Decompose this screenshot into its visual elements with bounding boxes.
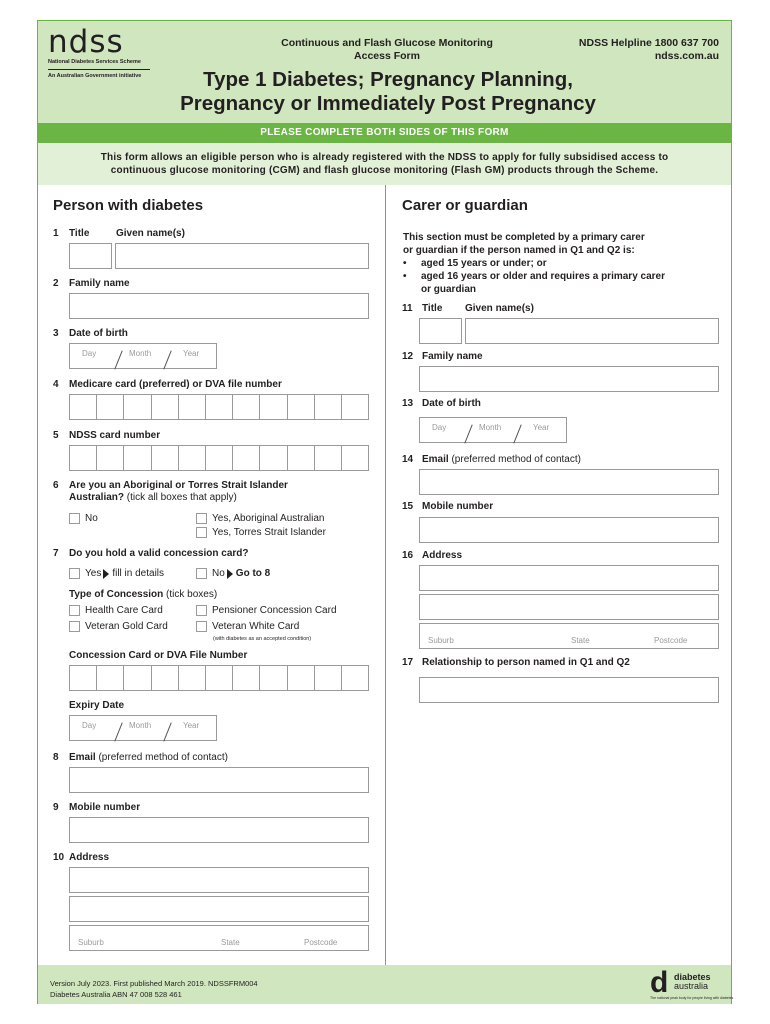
q12-family-name-input[interactable]	[419, 366, 719, 392]
diabetes-australia-logo	[650, 966, 734, 1003]
q6-no-checkbox[interactable]	[69, 513, 98, 524]
footer-line2: Diabetes Australia ABN 47 008 528 461	[50, 990, 182, 999]
postcode-placeholder: Postcode	[654, 636, 688, 645]
q9-number: 9	[53, 802, 59, 813]
suburb-placeholder: Suburb	[428, 636, 454, 645]
expiry-date-input[interactable]	[69, 715, 217, 741]
q11-given-label: Given name(s)	[465, 303, 534, 314]
q7-yes-checkbox[interactable]	[69, 568, 164, 579]
q17-number: 17	[402, 657, 414, 668]
q7-no-action: Go to 8	[235, 568, 271, 579]
q11-title-label: Title	[422, 303, 443, 314]
q16-label	[402, 550, 462, 561]
q14-number: 14	[402, 454, 414, 465]
form-type-line1: Continuous and Flash Glucose Monitoring	[281, 37, 493, 49]
veteran-white-card-checkbox[interactable]	[196, 621, 299, 632]
diabetes-australia-wordmark	[674, 973, 711, 991]
q10-text: Address	[69, 852, 110, 863]
diabetes-australia-mark: d	[650, 966, 669, 999]
q15-number: 15	[402, 501, 414, 512]
month-placeholder: Month	[129, 721, 152, 730]
q1-number: 1	[53, 228, 59, 239]
logo-wordmark: ndss	[48, 24, 124, 60]
q7-yes-action: fill in details	[112, 568, 165, 579]
logo-government-line: An Australian Government initiative	[48, 73, 142, 79]
state-placeholder: State	[221, 938, 240, 947]
q8-number: 8	[53, 752, 59, 763]
q6-text-line1: Are you an Aboriginal or Torres Strait Islander	[69, 480, 288, 491]
q6-text-line2: Australian?	[69, 492, 125, 503]
q7-number: 7	[53, 548, 59, 559]
checkbox-icon[interactable]	[69, 513, 80, 524]
q7-text: Do you hold a valid concession card?	[69, 548, 249, 559]
q1-title-input[interactable]	[69, 243, 112, 269]
person-section-title: Person with diabetes	[53, 197, 204, 214]
concession-type-text: Type of Concession	[69, 589, 164, 600]
q16-address-line1-input[interactable]	[419, 565, 719, 591]
intro-text	[38, 143, 731, 185]
q14-text: Email	[422, 454, 449, 465]
q3-number: 3	[53, 328, 59, 339]
date-separator	[513, 425, 521, 444]
veteran-gold-card-label: Veteran Gold Card	[85, 621, 168, 632]
q12-text: Family name	[422, 351, 483, 362]
arrow-right-icon	[227, 569, 233, 579]
q13-date-input[interactable]	[419, 417, 567, 443]
intro-line2: continuous glucose monitoring (CGM) and flash glucose monitoring (Flash GM) products through the Scheme.	[110, 165, 659, 176]
q3-date-input[interactable]	[69, 343, 217, 369]
suburb-placeholder: Suburb	[78, 938, 104, 947]
logo-subtitle: National Diabetes Services Scheme	[48, 59, 141, 65]
concession-number-input[interactable]	[69, 665, 369, 691]
title-line1: Type 1 Diabetes; Pregnancy Planning,	[203, 68, 573, 91]
checkbox-icon[interactable]	[69, 621, 80, 632]
checkbox-icon[interactable]	[196, 621, 207, 632]
intro-line1: This form allows an eligible person who is already registered with the NDSS to apply for fully subsidised access to	[100, 152, 669, 163]
month-placeholder: Month	[129, 349, 152, 358]
q8-email-input[interactable]	[69, 767, 369, 793]
health-care-card-label: Health Care Card	[85, 605, 163, 616]
month-placeholder: Month	[479, 423, 502, 432]
q17-text: Relationship to person named in Q1 and Q2	[422, 657, 630, 668]
q5-ndss-card-input[interactable]	[69, 445, 369, 471]
expiry-date-label: Expiry Date	[69, 700, 125, 711]
q2-text: Family name	[69, 278, 130, 289]
q1-given-name-input[interactable]	[115, 243, 369, 269]
access-form	[37, 20, 732, 1004]
q16-suburb-state-postcode-input[interactable]	[419, 623, 719, 649]
q12-label	[402, 351, 483, 362]
form-type	[252, 37, 522, 63]
carer-bullet-1: • aged 15 years or under; or	[403, 257, 723, 270]
year-placeholder: Year	[183, 349, 200, 358]
checkbox-icon[interactable]	[69, 605, 80, 616]
q6-aboriginal-label: Yes, Aboriginal Australian	[212, 513, 325, 524]
q4-medicare-input[interactable]	[69, 394, 369, 420]
form-header	[38, 21, 731, 123]
q16-text: Address	[422, 550, 463, 561]
q4-number: 4	[53, 379, 59, 390]
q5-number: 5	[53, 430, 59, 441]
q15-mobile-input[interactable]	[419, 517, 719, 543]
carer-note-line1: This section must be completed by a primary carer	[403, 232, 645, 243]
q3-text: Date of birth	[69, 328, 128, 339]
q6-aboriginal-checkbox[interactable]	[196, 513, 325, 524]
helpline	[508, 37, 719, 63]
q16-address-line2-input[interactable]	[419, 594, 719, 620]
q6-hint: (tick all boxes that apply)	[124, 492, 237, 503]
q11-title-input[interactable]	[419, 318, 462, 344]
q13-label	[402, 398, 481, 409]
q10-label	[53, 852, 109, 863]
q5-label	[53, 430, 160, 441]
diabetes-australia-tagline: The national peak body for people living with diabetes	[650, 996, 734, 1000]
q6-label-line2	[69, 492, 237, 503]
q7-no-label: No	[212, 568, 225, 579]
form-type-line2: Access Form	[354, 50, 420, 62]
date-separator	[163, 723, 171, 742]
website-link[interactable]: ndss.com.au	[654, 50, 719, 62]
title-line2: Pregnancy or Immediately Post Pregnancy	[180, 92, 596, 115]
day-placeholder: Day	[432, 423, 447, 432]
q10-address-line1-input[interactable]	[69, 867, 369, 893]
day-placeholder: Day	[82, 349, 97, 358]
q17-relationship-input[interactable]	[419, 677, 719, 703]
column-divider	[385, 185, 386, 965]
q1-given-label: Given name(s)	[116, 228, 185, 239]
veteran-gold-card-checkbox[interactable]	[69, 621, 168, 632]
q6-torres-label: Yes, Torres Strait Islander	[212, 527, 326, 538]
q8-text: Email	[69, 752, 96, 763]
checkbox-icon[interactable]	[69, 568, 80, 579]
q9-label	[53, 802, 140, 813]
q4-label	[53, 379, 282, 390]
q2-label	[53, 278, 130, 289]
footer-version-text	[50, 978, 258, 1000]
concession-number-label: Concession Card or DVA File Number	[69, 650, 248, 661]
q4-text: Medicare card (preferred) or DVA file number	[69, 379, 282, 390]
q13-number: 13	[402, 398, 414, 409]
year-placeholder: Year	[533, 423, 550, 432]
footer-line1: Version July 2023. First published March 2019. NDSSFRM004	[50, 979, 258, 988]
carer-note-line2: or guardian if the person named in Q1 and Q2 is:	[403, 245, 635, 256]
date-separator	[114, 723, 122, 742]
q5-text: NDSS card number	[69, 430, 161, 441]
da-word-line1: diabetes	[674, 972, 711, 982]
concession-type-label	[69, 589, 217, 600]
q2-family-name-input[interactable]	[69, 293, 369, 319]
q10-suburb-state-postcode-input[interactable]	[69, 925, 369, 951]
date-separator	[163, 351, 171, 370]
checkbox-icon[interactable]	[196, 527, 207, 538]
postcode-placeholder: Postcode	[304, 938, 338, 947]
day-placeholder: Day	[82, 721, 97, 730]
q10-address-line2-input[interactable]	[69, 896, 369, 922]
q11-given-name-input[interactable]	[465, 318, 719, 344]
page-title	[118, 68, 658, 116]
q9-mobile-input[interactable]	[69, 817, 369, 843]
pensioner-card-label: Pensioner Concession Card	[212, 605, 337, 616]
q14-label	[402, 454, 581, 465]
checkbox-icon[interactable]	[196, 568, 207, 579]
veteran-white-note: (with diabetes as an accepted condition)	[213, 636, 312, 642]
pensioner-card-checkbox[interactable]	[196, 605, 337, 616]
q8-label	[53, 752, 228, 763]
q16-number: 16	[402, 550, 414, 561]
q7-label	[53, 548, 248, 559]
carer-bullet-2-line1: aged 16 years or older and requires a primary carer	[421, 271, 666, 282]
veteran-white-card-label: Veteran White Card	[212, 621, 300, 632]
q6-no-label: No	[85, 513, 98, 524]
q1-label	[53, 228, 89, 239]
date-separator	[114, 351, 122, 370]
q7-yes-label: Yes	[85, 568, 102, 579]
concession-type-hint: (tick boxes)	[163, 589, 218, 600]
da-word-line2: australia	[674, 981, 709, 991]
q14-hint: (preferred method of contact)	[448, 454, 581, 465]
state-placeholder: State	[571, 636, 590, 645]
carer-bullet-2-line2: or guardian	[421, 284, 477, 295]
q11-number: 11	[402, 303, 413, 314]
q6-torres-checkbox[interactable]	[196, 527, 326, 538]
q12-number: 12	[402, 351, 414, 362]
q7-no-checkbox[interactable]	[196, 568, 270, 579]
carer-bullet-2	[403, 270, 723, 296]
q9-text: Mobile number	[69, 802, 141, 813]
complete-both-sides-banner: PLEASE COMPLETE BOTH SIDES OF THIS FORM	[38, 123, 731, 143]
q13-text: Date of birth	[422, 398, 481, 409]
q6-label	[53, 480, 288, 491]
carer-instructions	[403, 231, 723, 296]
q2-number: 2	[53, 278, 59, 289]
q15-text: Mobile number	[422, 501, 494, 512]
q17-label	[402, 657, 630, 668]
date-separator	[464, 425, 472, 444]
q1-title-label: Title	[69, 228, 90, 239]
q8-hint: (preferred method of contact)	[95, 752, 228, 763]
q11-label	[402, 303, 442, 314]
carer-section-title: Carer or guardian	[402, 197, 528, 214]
health-care-card-checkbox[interactable]	[69, 605, 163, 616]
arrow-right-icon	[103, 569, 109, 579]
checkbox-icon[interactable]	[196, 513, 207, 524]
q3-label	[53, 328, 128, 339]
q10-number: 10	[53, 852, 65, 863]
q15-label	[402, 501, 493, 512]
q14-email-input[interactable]	[419, 469, 719, 495]
year-placeholder: Year	[183, 721, 200, 730]
helpline-number: NDSS Helpline 1800 637 700	[578, 37, 719, 49]
checkbox-icon[interactable]	[196, 605, 207, 616]
q6-number: 6	[53, 480, 59, 491]
